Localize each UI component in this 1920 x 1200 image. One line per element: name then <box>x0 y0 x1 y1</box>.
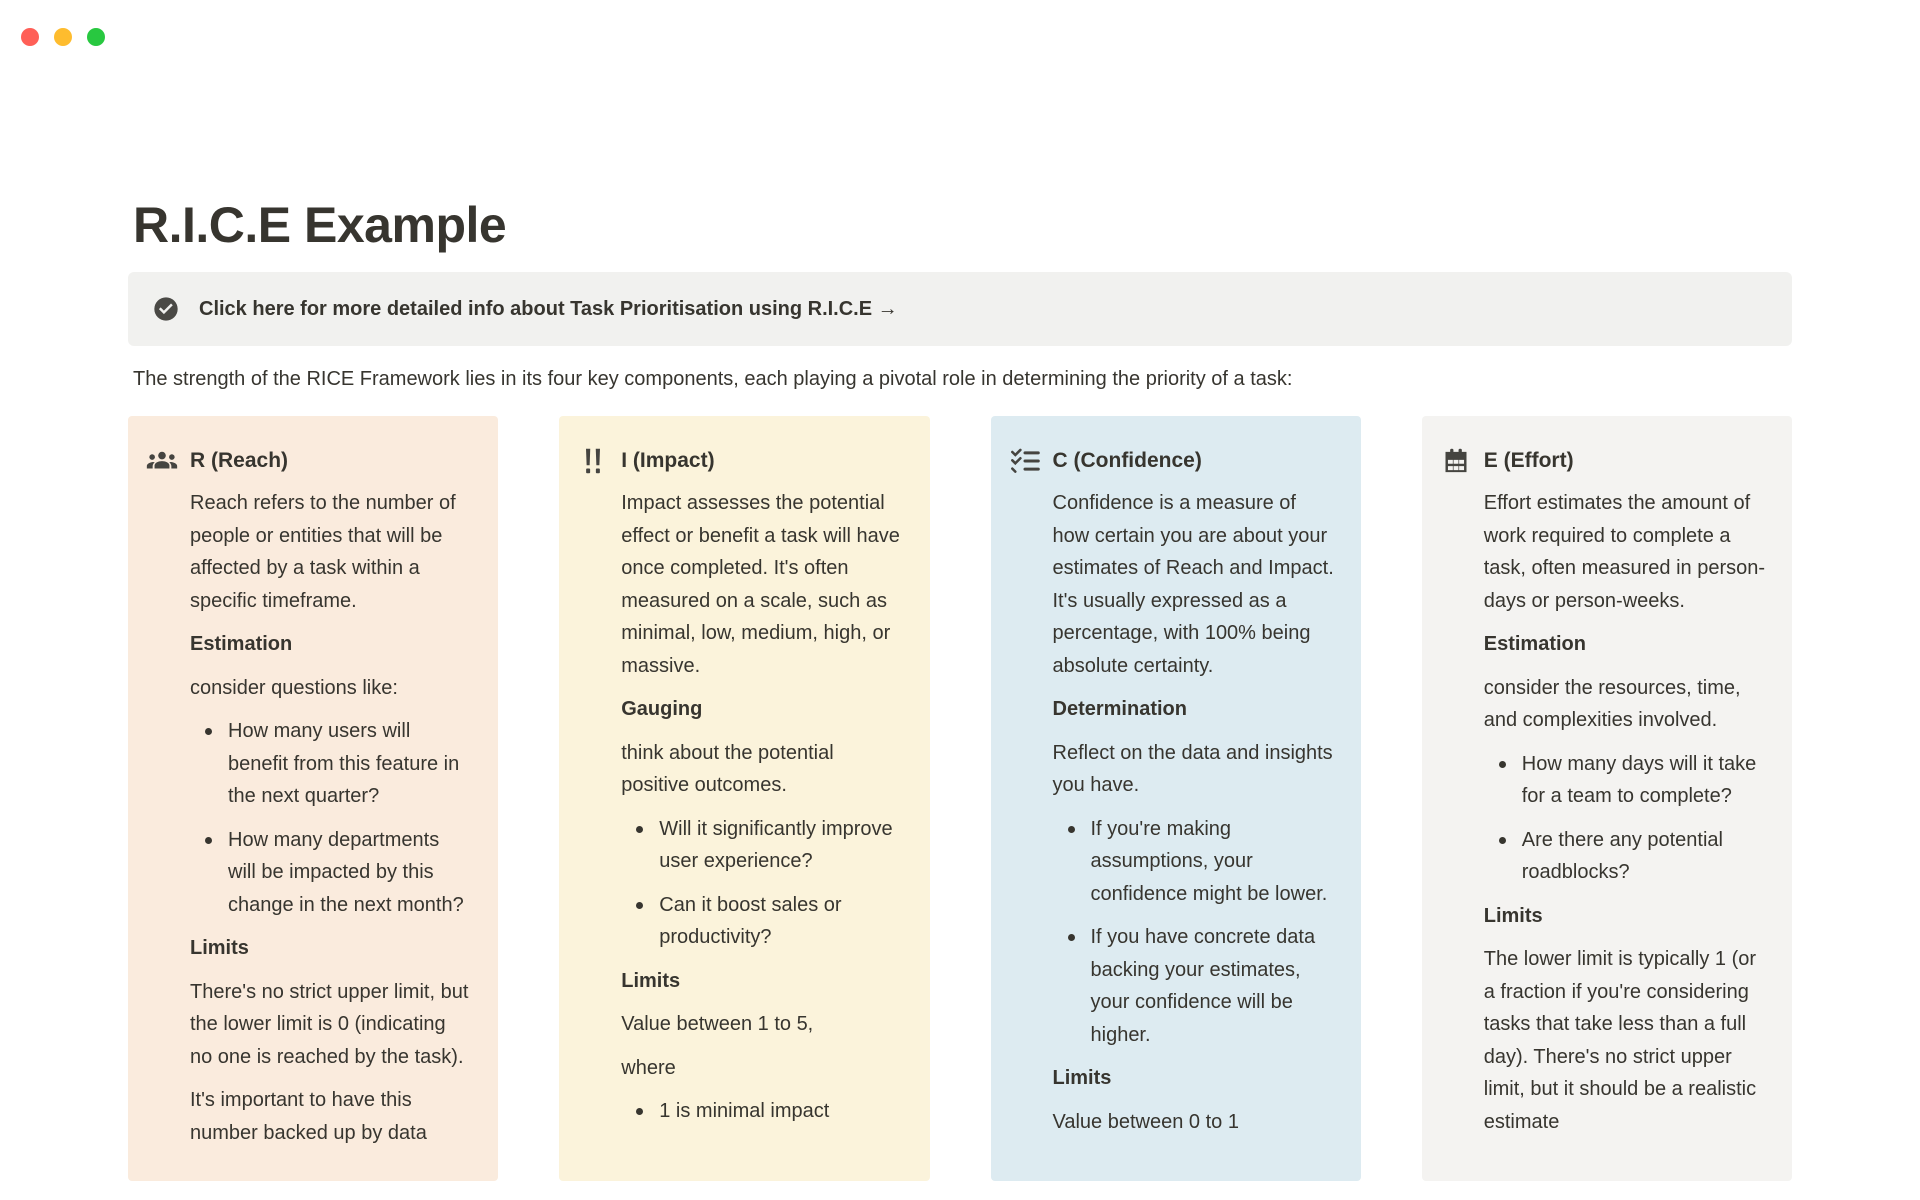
card-paragraph: Impact assesses the potential effect or benefit a task will have once completed. It's often measured on a scale, such as minimal, low, medium, high, or massive. <box>621 492 900 677</box>
card-header <box>1439 446 1766 476</box>
card-bullet-item: How many departments will be impacted by this change in the next month? <box>190 824 472 922</box>
card-header <box>145 446 472 476</box>
card-effort <box>1422 416 1792 1181</box>
card-body <box>1053 487 1335 1138</box>
card-title: C (Confidence) <box>1052 449 1202 472</box>
close-button[interactable] <box>21 28 39 46</box>
card-bullet-item: Will it significantly improve user experience? <box>621 813 903 878</box>
fullscreen-button[interactable] <box>87 28 105 46</box>
card-bullet-item: If you have concrete data backing your estimates, your confidence will be higher. <box>1053 921 1335 1051</box>
card-paragraph: The lower limit is typically 1 (or a fraction if you're considering tasks that take less than a full day). There's no strict upper limit, but it should be a realistic estimate <box>1483 948 1757 1133</box>
card-heading: Gauging <box>621 698 703 720</box>
card-title: R (Reach) <box>190 449 289 472</box>
check-circle-icon <box>152 295 180 323</box>
card-body <box>1484 487 1766 1138</box>
card-heading: Limits <box>1483 904 1543 927</box>
card-heading: Limits <box>1052 1067 1112 1089</box>
card-bullet-item: 1 is minimal impact <box>621 1095 903 1128</box>
card-bullet-item: If you're making assumptions, your confidence might be lower. <box>1053 813 1335 911</box>
callout-text: Click here for more detailed info about Task Prioritisation using R.I.C.E → <box>199 297 898 320</box>
double-exclamation-icon <box>576 446 610 476</box>
page-content <box>128 0 1792 1181</box>
card-bullet-item: How many users will benefit from this feature in the next quarter? <box>190 715 472 813</box>
card-paragraph: Value between 1 to 5, <box>621 1013 814 1035</box>
callout-link[interactable] <box>128 272 1792 346</box>
card-body <box>621 487 903 1128</box>
card-paragraph: where <box>621 1056 676 1079</box>
card-paragraph: consider the resources, time, and complexities involved. <box>1483 676 1741 731</box>
minimize-button[interactable] <box>54 28 72 46</box>
card-impact <box>559 416 929 1181</box>
card-paragraph: There's no strict upper limit, but the lower limit is 0 (indicating no one is reached by the task). <box>190 980 469 1068</box>
card-paragraph: consider questions like: <box>190 676 398 699</box>
card-paragraph: Confidence is a measure of how certain you are about your estimates of Reach and Impact. It's usually expressed as a percentage, with 100% being absolute certainty. <box>1052 492 1334 677</box>
cards-row <box>128 416 1792 1181</box>
card-paragraph: Value between 0 to 1 <box>1052 1110 1239 1133</box>
card-confidence <box>991 416 1361 1181</box>
card-paragraph: Reflect on the data and insights you have. <box>1052 741 1333 796</box>
card-body <box>190 487 472 1149</box>
card-paragraph: think about the potential positive outcomes. <box>621 741 834 796</box>
card-heading: Limits <box>621 969 681 992</box>
card-heading: Limits <box>190 937 249 959</box>
card-header <box>1008 446 1335 476</box>
card-title: E (Effort) <box>1483 449 1574 472</box>
card-bullet-item: Can it boost sales or productivity? <box>621 889 903 954</box>
card-heading: Estimation <box>190 633 293 655</box>
card-header <box>576 446 903 476</box>
card-bullet-item: How many days will it take for a team to complete? <box>1484 748 1766 813</box>
page-title[interactable]: R.I.C.E Example <box>133 197 507 253</box>
card-reach <box>128 416 498 1181</box>
card-bullet-item: Are there any potential roadblocks? <box>1484 824 1766 889</box>
intro-paragraph: The strength of the RICE Framework lies in its four key components, each playing a pivotal role in determining the priority of a task: <box>133 368 1293 390</box>
card-paragraph: Reach refers to the number of people or entities that will be affected by a task within a specific timeframe. <box>190 492 456 612</box>
card-paragraph: Effort estimates the amount of work required to complete a task, often measured in person-days or person-weeks. <box>1483 492 1766 612</box>
card-paragraph: It's important to have this number backed up by data <box>190 1089 427 1144</box>
card-heading: Estimation <box>1483 633 1586 655</box>
checklist-icon <box>1008 446 1042 476</box>
card-title: I (Impact) <box>621 449 715 472</box>
window-controls <box>21 28 105 46</box>
people-icon <box>145 446 179 476</box>
card-heading: Determination <box>1052 698 1187 720</box>
calendar-icon <box>1439 446 1473 476</box>
